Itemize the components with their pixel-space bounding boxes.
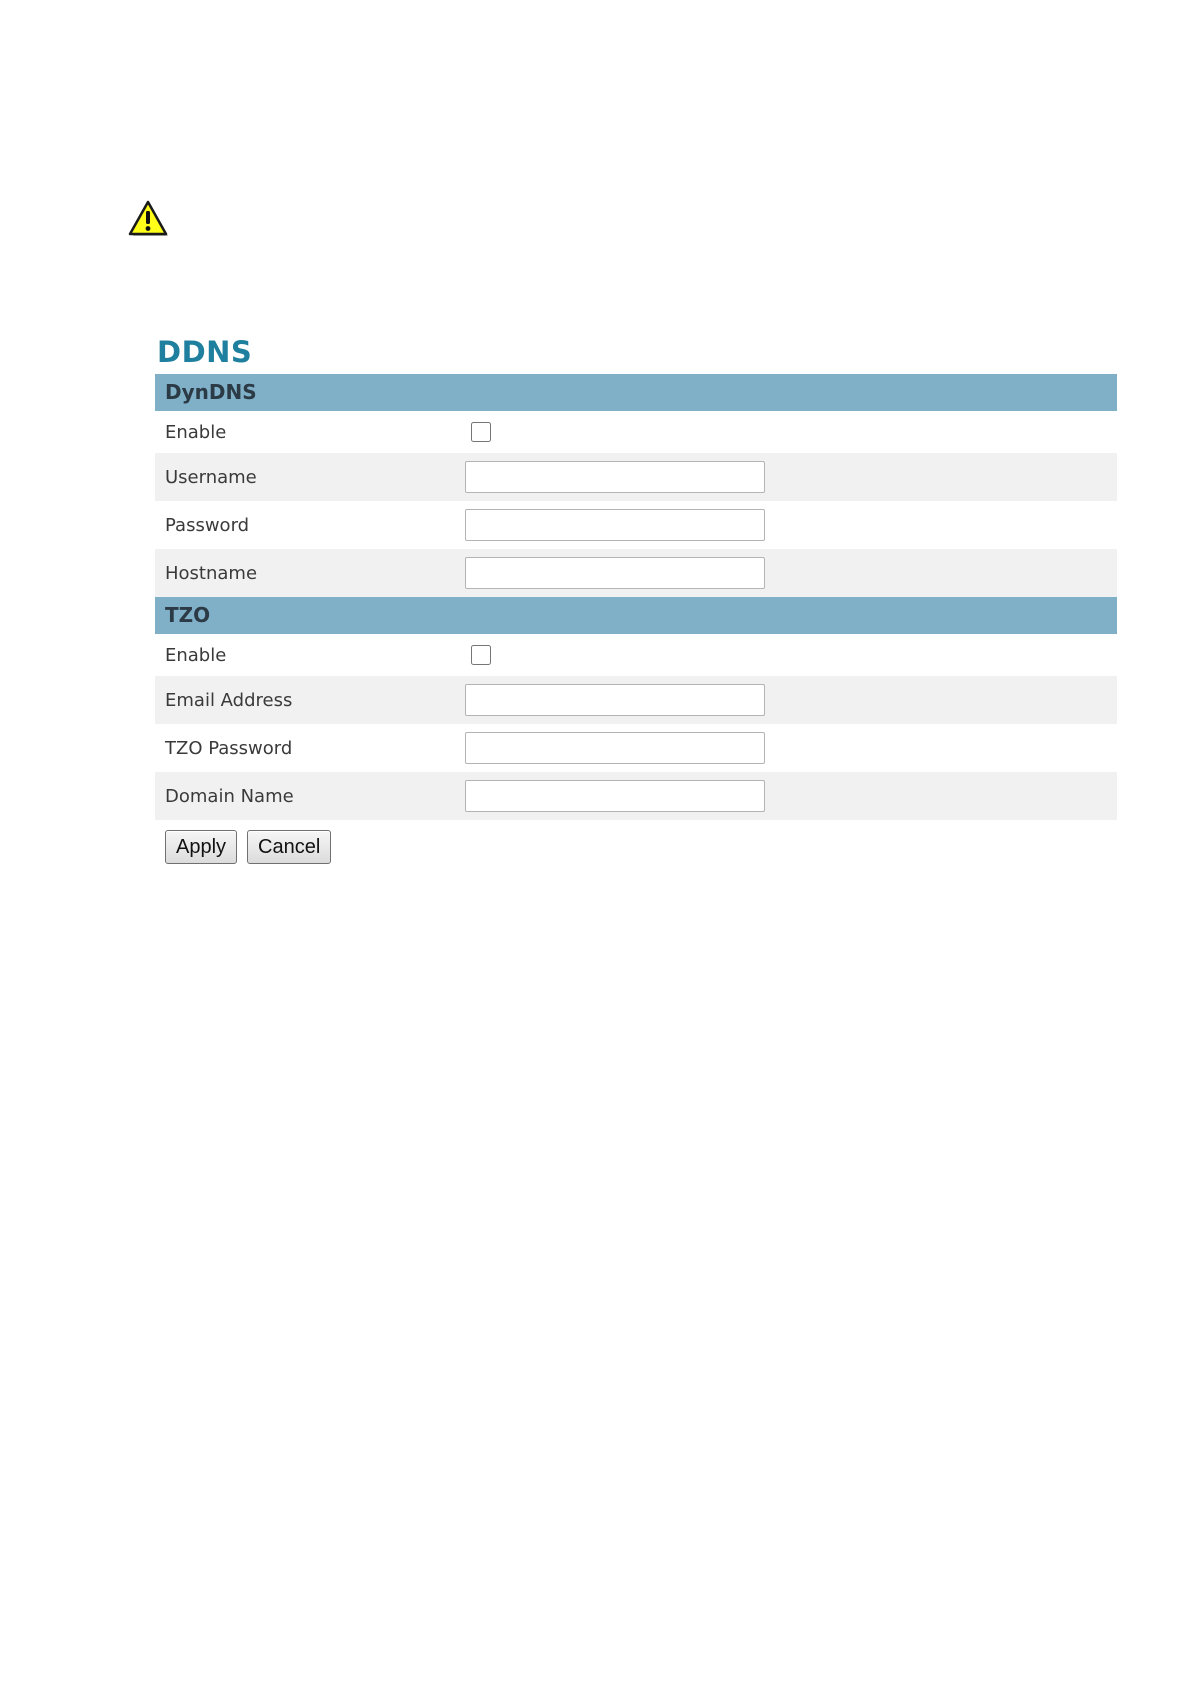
- section-header-tzo: TZO: [155, 597, 1117, 634]
- tzo-domain-row: [155, 772, 1117, 820]
- ddns-panel: [155, 330, 1117, 864]
- dyndns-password-row: [155, 501, 1117, 549]
- dyndns-password-label: Password: [165, 514, 250, 536]
- dyndns-hostname-row: [155, 549, 1117, 597]
- dyndns-username-input[interactable]: [465, 461, 765, 493]
- tzo-email-input[interactable]: [465, 684, 765, 716]
- dyndns-enable-row: [155, 411, 1117, 453]
- tzo-domain-input[interactable]: [465, 780, 765, 812]
- tzo-enable-checkbox[interactable]: [471, 645, 491, 665]
- tzo-email-row: [155, 676, 1117, 724]
- tzo-password-label: TZO Password: [165, 737, 293, 759]
- tzo-email-label: Email Address: [165, 689, 293, 711]
- apply-button[interactable]: Apply: [165, 830, 237, 864]
- dyndns-username-row: [155, 453, 1117, 501]
- form-actions: [155, 820, 1117, 864]
- tzo-password-input[interactable]: [465, 732, 765, 764]
- page-title: DDNS: [157, 335, 253, 369]
- dyndns-hostname-input[interactable]: [465, 557, 765, 589]
- tzo-password-row: [155, 724, 1117, 772]
- dyndns-enable-label: Enable: [165, 421, 227, 443]
- tzo-domain-label: Domain Name: [165, 785, 294, 807]
- tzo-enable-label: Enable: [165, 644, 227, 666]
- tzo-enable-row: [155, 634, 1117, 676]
- warning-icon: [128, 200, 170, 240]
- dyndns-username-label: Username: [165, 466, 257, 488]
- dyndns-hostname-label: Hostname: [165, 562, 258, 584]
- dyndns-enable-checkbox[interactable]: [471, 422, 491, 442]
- cancel-button[interactable]: Cancel: [247, 830, 331, 864]
- dyndns-password-input[interactable]: [465, 509, 765, 541]
- section-header-dyndns: DynDNS: [155, 374, 1117, 411]
